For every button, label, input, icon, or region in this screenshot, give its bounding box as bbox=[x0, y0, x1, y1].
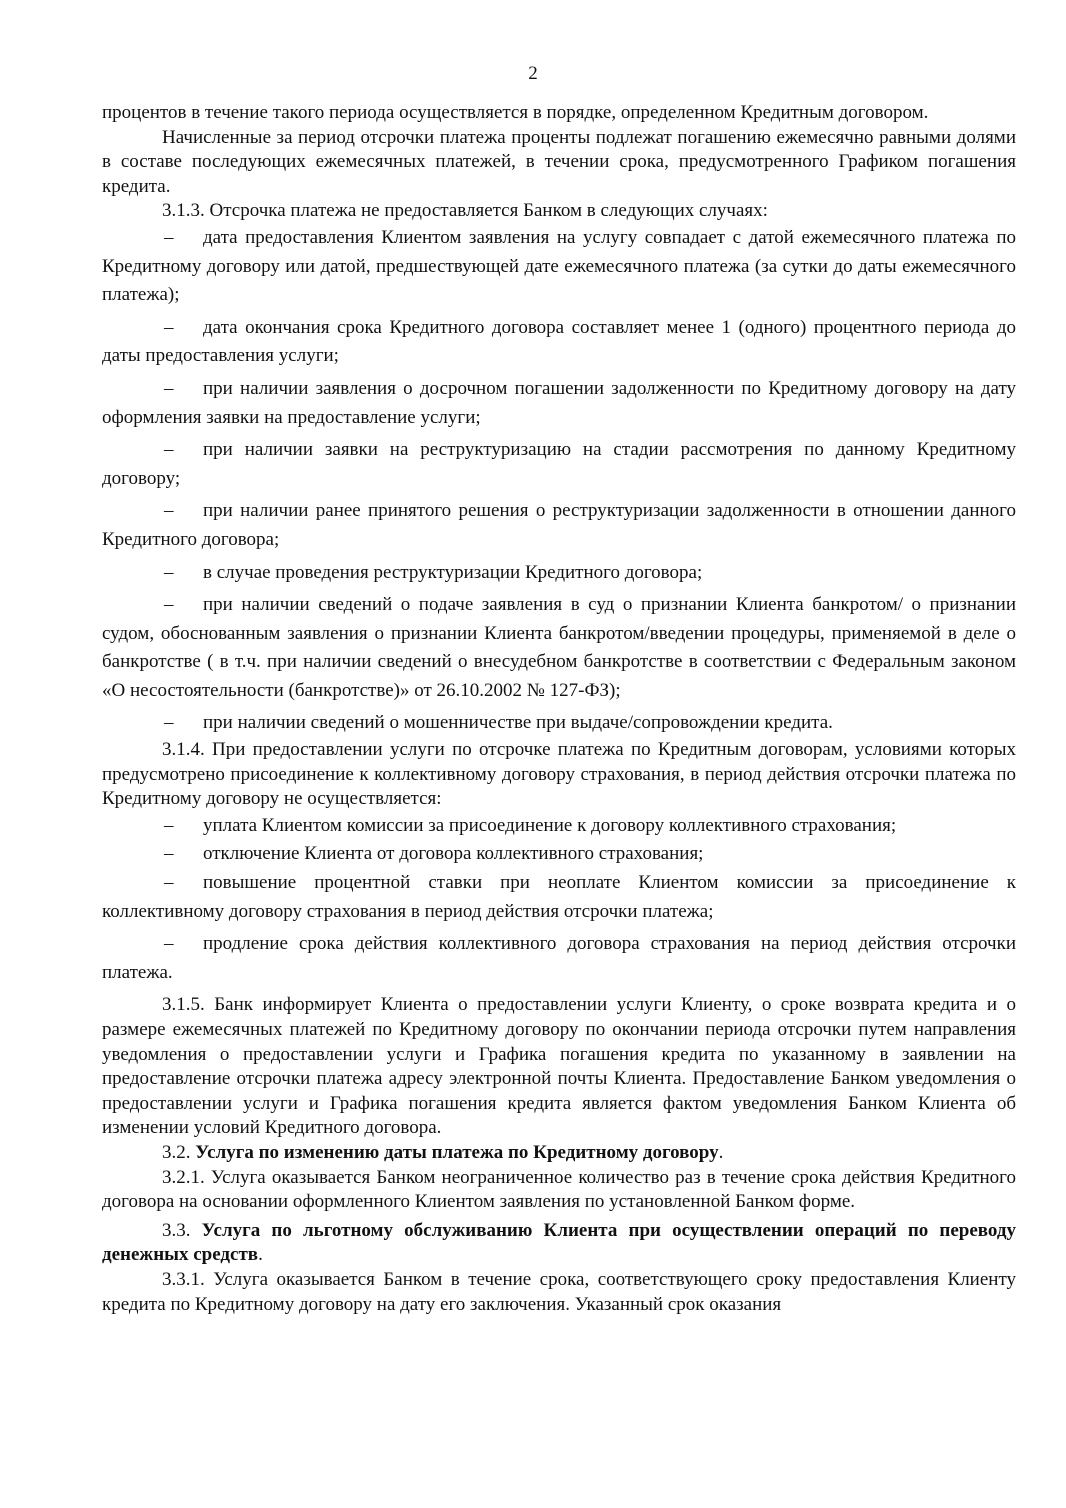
paragraph-3-2-1: 3.2.1. Услуга оказывается Банком неограниченное количество раз в течение срока действия Кредитного договора на основании оформленного Клиентом заявления по установленной Банком форме. bbox=[102, 1166, 1016, 1213]
bullet-dash: – bbox=[164, 843, 174, 865]
section-title: Услуга по льготному обслуживанию Клиента при осуществлении операций по переводу денежных средств bbox=[102, 1219, 1016, 1266]
list-item-text: при наличии сведений о мошенничестве при выдаче/сопровождении кредита. bbox=[203, 712, 833, 734]
bullet-dash: – bbox=[164, 814, 174, 836]
list-item-text: при наличии сведений о подаче заявления в суд о признании Клиента банкротом/ о признании судом, обоснованным заявления о признании Клиента банкротом/введении процедуры, применяемой в деле о банкротстве ( в т.ч. при наличии сведений о внесудебном банкротстве в соответствии с Федеральным законом «О несостоятельности (банкротстве)» от 26.10.2002 № 127-ФЗ); bbox=[102, 594, 1016, 701]
list-item-text: при наличии ранее принятого решения о реструктуризации задолженности в отношении данного Кредитного договора; bbox=[102, 500, 1016, 550]
bullet-dash: – bbox=[164, 561, 174, 583]
list-item bbox=[102, 591, 1016, 705]
list-item-text: дата предоставления Клиентом заявления на услугу совпадает с датой ежемесячного платежа по Кредитному договору или датой, предшествующей дате ежемесячного платежа (за сутки до даты ежемесячного платежа); bbox=[102, 226, 1016, 306]
bullet-dash: – bbox=[164, 872, 174, 894]
list-item bbox=[102, 224, 1016, 310]
bullet-dash: – bbox=[164, 594, 174, 616]
list-item-text: продление срока действия коллективного договора страхования на период действия отсрочки платежа. bbox=[102, 933, 1016, 983]
paragraph-3-1-5: 3.1.5. Банк информирует Клиента о предоставлении услуги Клиенту, о сроке возврата кредита и о размере ежемесячных платежей по Кредитному договору по окончании периода отсрочки путем направления уведомления о предоставлении услуги и Графика погашения кредита по указанному в заявлении на предоставление отсрочки платежа адресу электронной почты Клиента. Предоставление Банком уведомления о предоставлении услуги и Графика погашения кредита является фактом уведомления Банком Клиента об изменении условий Кредитного договора. bbox=[102, 994, 1016, 1139]
list-item-text: уплата Клиентом комиссии за присоединение к договору коллективного страхования; bbox=[203, 814, 897, 836]
list-item-text: отключение Клиента от договора коллективного страхования; bbox=[203, 843, 704, 865]
list-item-text: повышение процентной ставки при неоплате Клиентом комиссии за присоединение к коллективному договору страхования в период действия отсрочки платежа; bbox=[102, 872, 1016, 922]
list-item bbox=[102, 497, 1016, 554]
section-title: Услуга по изменению даты платежа по Кредитному договору bbox=[195, 1141, 719, 1163]
section-number: 3.2. bbox=[162, 1141, 196, 1163]
section-number: 3.3. bbox=[162, 1219, 202, 1241]
list-item bbox=[102, 375, 1016, 432]
bullet-dash: – bbox=[164, 439, 174, 461]
list-item-text: при наличии заявки на реструктуризацию на стадии рассмотрения по данному Кредитному договору; bbox=[102, 439, 1016, 489]
list-item bbox=[102, 436, 1016, 493]
paragraph-3-1-4: 3.1.4. При предоставлении услуги по отсрочке платежа по Кредитным договорам, условиями которых предусмотрено присоединение к коллективному договору страхования, в период действия отсрочки платежа по Кредитному договору не осуществляется: bbox=[102, 739, 1016, 810]
bullet-dash: – bbox=[164, 712, 174, 734]
list-item bbox=[102, 314, 1016, 371]
section-heading-3-3 bbox=[102, 1219, 1016, 1268]
paragraph-deferred-interest: Начисленные за период отсрочки платежа проценты подлежат погашению ежемесячно равными долями в составе последующих ежемесячных платежей, в течении срока, предусмотренного Графиком погашения кредита. bbox=[102, 126, 1016, 197]
list-item bbox=[102, 840, 1016, 869]
list-item bbox=[102, 812, 1016, 841]
bullet-dash: – bbox=[164, 377, 174, 399]
list-item bbox=[102, 709, 1016, 738]
paragraph-continuation: процентов в течение такого периода осуществляется в порядке, определенном Кредитным договором. bbox=[102, 102, 929, 123]
page-number: 2 bbox=[528, 63, 538, 84]
list-item-text: при наличии заявления о досрочном погашении задолженности по Кредитному договору на дату оформления заявки на предоставление услуги; bbox=[102, 377, 1016, 428]
bullet-dash: – bbox=[164, 933, 174, 955]
list-item bbox=[102, 559, 1016, 588]
list-item-text: в случае проведения реструктуризации Кредитного договора; bbox=[203, 561, 703, 583]
bullet-dash: – bbox=[164, 316, 174, 338]
paragraph-3-1-3: 3.1.3. Отсрочка платежа не предоставляется Банком в следующих случаях: bbox=[162, 200, 768, 222]
bullet-dash: – bbox=[164, 500, 174, 522]
list-item-text: дата окончания срока Кредитного договора составляет менее 1 (одного) процентного периода до даты предоставления услуги; bbox=[102, 316, 1016, 367]
paragraph-3-3-1: 3.3.1. Услуга оказывается Банком в течение срока, соответствующего сроку предоставления Клиенту кредита по Кредитному договору на дату его заключения. Указанный срок оказания bbox=[102, 1268, 1016, 1315]
section-tail: . bbox=[718, 1141, 724, 1163]
list-item bbox=[102, 930, 1016, 987]
section-heading-3-2 bbox=[102, 1141, 1016, 1166]
bullet-dash: – bbox=[164, 226, 174, 248]
section-tail: . bbox=[258, 1244, 263, 1266]
document-body bbox=[102, 101, 1016, 1317]
list-item bbox=[102, 869, 1016, 926]
